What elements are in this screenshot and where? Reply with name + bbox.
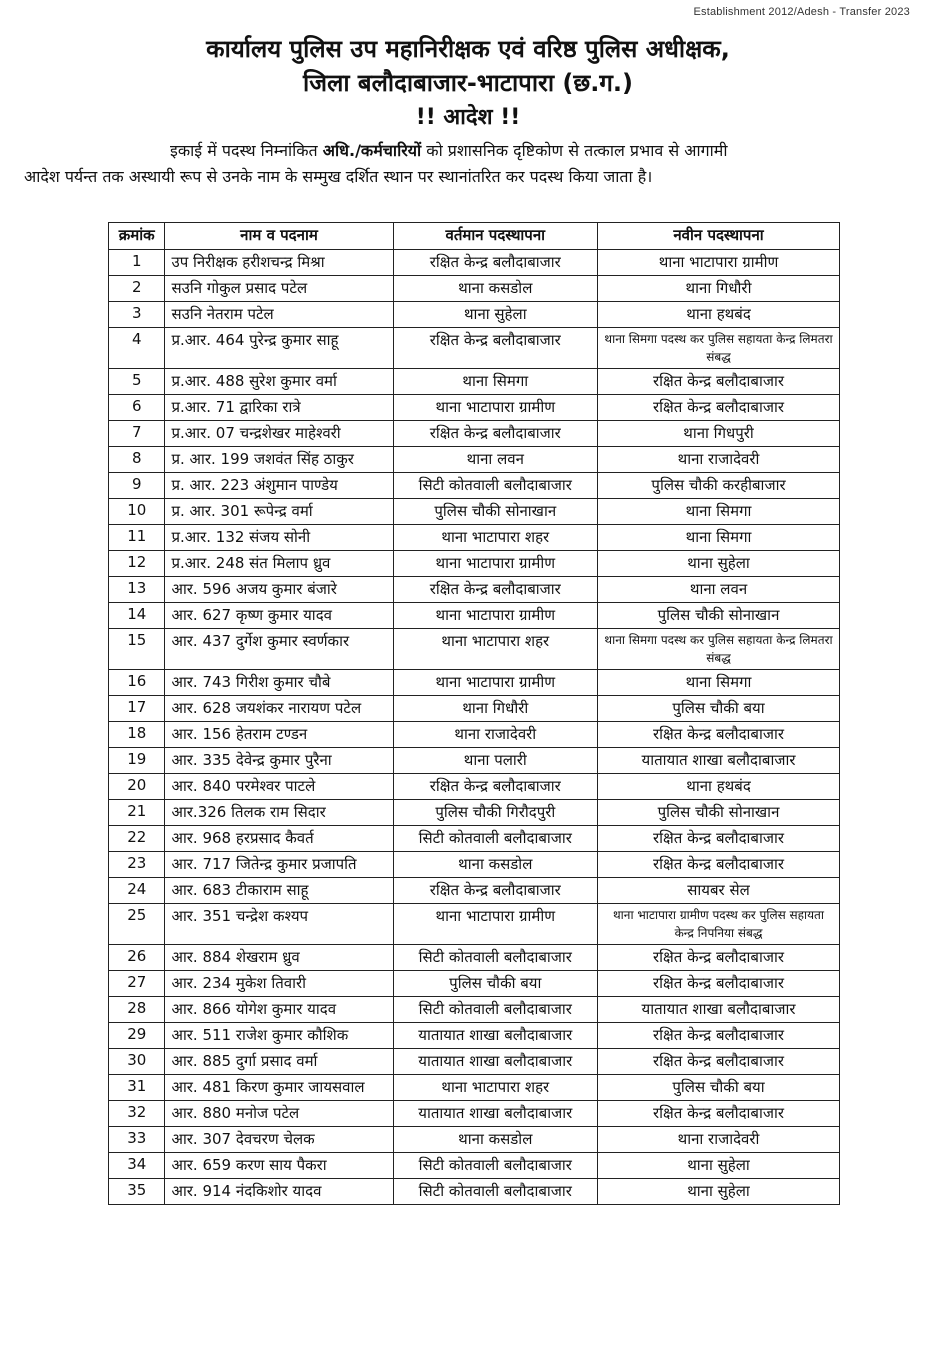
current-posting-cell: पुलिस चौकी गिरौदपुरी bbox=[393, 800, 598, 826]
serial-cell: 30 bbox=[109, 1049, 165, 1075]
name-cell: आर. 335 देवेन्द्र कुमार पुरैना bbox=[165, 748, 393, 774]
name-cell: प्र.आर. 71 द्वारिका रात्रे bbox=[165, 395, 393, 421]
office-title: कार्यालय पुलिस उप महानिरीक्षक एवं वरिष्ठ पुलिस अधीक्षक, bbox=[206, 35, 730, 63]
serial-cell: 11 bbox=[109, 525, 165, 551]
serial-cell: 18 bbox=[109, 722, 165, 748]
name-cell: प्र.आर. 132 संजय सोनी bbox=[165, 525, 393, 551]
new-posting-cell: थाना राजादेवरी bbox=[598, 1127, 840, 1153]
serial-cell: 33 bbox=[109, 1127, 165, 1153]
serial-cell: 31 bbox=[109, 1075, 165, 1101]
new-posting-cell: यातायात शाखा बलौदाबाजार bbox=[598, 997, 840, 1023]
new-posting-cell: पुलिस चौकी बया bbox=[598, 696, 840, 722]
new-posting-cell: रक्षित केन्द्र बलौदाबाजार bbox=[598, 1049, 840, 1075]
new-posting-cell: रक्षित केन्द्र बलौदाबाजार bbox=[598, 971, 840, 997]
table-row bbox=[109, 997, 840, 1023]
current-posting-cell: थाना लवन bbox=[393, 447, 598, 473]
name-cell: आर. 351 चन्द्रेश कश्यप bbox=[165, 904, 393, 945]
order-heading: !! आदेश !! bbox=[415, 105, 521, 130]
intro-bold-text: अधि./कर्मचारियों bbox=[322, 141, 422, 160]
serial-cell: 5 bbox=[109, 369, 165, 395]
name-cell: सउनि गोकुल प्रसाद पटेल bbox=[165, 276, 393, 302]
current-posting-cell: थाना सुहेला bbox=[393, 302, 598, 328]
new-posting-cell: पुलिस चौकी बया bbox=[598, 1075, 840, 1101]
new-posting-cell: थाना गिधपुरी bbox=[598, 421, 840, 447]
new-posting-cell: थाना हथबंद bbox=[598, 774, 840, 800]
name-cell: आर. 234 मुकेश तिवारी bbox=[165, 971, 393, 997]
new-posting-cell: रक्षित केन्द्र बलौदाबाजार bbox=[598, 945, 840, 971]
new-posting-cell: थाना हथबंद bbox=[598, 302, 840, 328]
current-posting-cell: सिटी कोतवाली बलौदाबाजार bbox=[393, 473, 598, 499]
new-posting-cell: रक्षित केन्द्र बलौदाबाजार bbox=[598, 826, 840, 852]
table-row bbox=[109, 1179, 840, 1205]
name-cell: प्र. आर. 199 जशवंत सिंह ठाकुर bbox=[165, 447, 393, 473]
serial-cell: 26 bbox=[109, 945, 165, 971]
name-cell: आर. 884 शेखराम ध्रुव bbox=[165, 945, 393, 971]
name-cell: आर. 481 किरण कुमार जायसवाल bbox=[165, 1075, 393, 1101]
current-posting-cell: रक्षित केन्द्र बलौदाबाजार bbox=[393, 878, 598, 904]
name-cell: प्र.आर. 07 चन्द्रशेखर माहेश्वरी bbox=[165, 421, 393, 447]
table-row bbox=[109, 945, 840, 971]
table-row bbox=[109, 722, 840, 748]
new-posting-cell: सायबर सेल bbox=[598, 878, 840, 904]
current-posting-cell: थाना भाटापारा शहर bbox=[393, 629, 598, 670]
serial-cell: 4 bbox=[109, 328, 165, 369]
current-posting-cell: थाना कसडोल bbox=[393, 852, 598, 878]
header-name-designation: नाम व पदनाम bbox=[165, 223, 393, 250]
serial-cell: 16 bbox=[109, 670, 165, 696]
name-cell: आर. 880 मनोज पटेल bbox=[165, 1101, 393, 1127]
name-cell: प्र.आर. 464 पुरेन्द्र कुमार साहू bbox=[165, 328, 393, 369]
current-posting-cell: सिटी कोतवाली बलौदाबाजार bbox=[393, 1153, 598, 1179]
new-posting-cell: रक्षित केन्द्र बलौदाबाजार bbox=[598, 1023, 840, 1049]
name-cell: आर. 437 दुर्गेश कुमार स्वर्णकार bbox=[165, 629, 393, 670]
table-row bbox=[109, 499, 840, 525]
serial-cell: 1 bbox=[109, 250, 165, 276]
district-title: जिला बलौदाबाजार-भाटापारा (छ.ग.) bbox=[303, 69, 633, 97]
serial-cell: 35 bbox=[109, 1179, 165, 1205]
name-cell: उप निरीक्षक हरीशचन्द्र मिश्रा bbox=[165, 250, 393, 276]
new-posting-cell: पुलिस चौकी सोनाखान bbox=[598, 603, 840, 629]
name-cell: प्र.आर. 488 सुरेश कुमार वर्मा bbox=[165, 369, 393, 395]
new-posting-cell: यातायात शाखा बलौदाबाजार bbox=[598, 748, 840, 774]
name-cell: प्र.आर. 248 संत मिलाप ध्रुव bbox=[165, 551, 393, 577]
transfer-table bbox=[108, 222, 840, 1205]
new-posting-cell: रक्षित केन्द्र बलौदाबाजार bbox=[598, 395, 840, 421]
name-cell: सउनि नेतराम पटेल bbox=[165, 302, 393, 328]
table-row bbox=[109, 250, 840, 276]
new-posting-cell: थाना सिमगा bbox=[598, 499, 840, 525]
current-posting-cell: रक्षित केन्द्र बलौदाबाजार bbox=[393, 577, 598, 603]
table-row bbox=[109, 774, 840, 800]
name-cell: आर. 156 हेतराम टण्डन bbox=[165, 722, 393, 748]
serial-cell: 9 bbox=[109, 473, 165, 499]
table-row bbox=[109, 302, 840, 328]
current-posting-cell: रक्षित केन्द्र बलौदाबाजार bbox=[393, 421, 598, 447]
current-posting-cell: सिटी कोतवाली बलौदाबाजार bbox=[393, 826, 598, 852]
serial-cell: 21 bbox=[109, 800, 165, 826]
new-posting-cell: पुलिस चौकी सोनाखान bbox=[598, 800, 840, 826]
table-row bbox=[109, 447, 840, 473]
table-row bbox=[109, 395, 840, 421]
serial-cell: 12 bbox=[109, 551, 165, 577]
name-cell: प्र. आर. 301 रूपेन्द्र वर्मा bbox=[165, 499, 393, 525]
header-current-posting: वर्तमान पदस्थापना bbox=[393, 223, 598, 250]
serial-cell: 3 bbox=[109, 302, 165, 328]
current-posting-cell: यातायात शाखा बलौदाबाजार bbox=[393, 1049, 598, 1075]
table-row bbox=[109, 696, 840, 722]
current-posting-cell: सिटी कोतवाली बलौदाबाजार bbox=[393, 945, 598, 971]
new-posting-cell: रक्षित केन्द्र बलौदाबाजार bbox=[598, 1101, 840, 1127]
document-reference: Establishment 2012/Adesh - Transfer 2023 bbox=[693, 6, 910, 18]
name-cell: आर. 628 जयशंकर नारायण पटेल bbox=[165, 696, 393, 722]
intro-text-2: को प्रशासनिक दृष्टिकोण से तत्काल प्रभाव से आगामी bbox=[426, 141, 728, 160]
current-posting-cell: थाना कसडोल bbox=[393, 1127, 598, 1153]
name-cell: प्र. आर. 223 अंशुमान पाण्डेय bbox=[165, 473, 393, 499]
table-row bbox=[109, 421, 840, 447]
new-posting-cell: रक्षित केन्द्र बलौदाबाजार bbox=[598, 852, 840, 878]
current-posting-cell: थाना भाटापारा शहर bbox=[393, 1075, 598, 1101]
name-cell: आर. 659 करण साय पैकरा bbox=[165, 1153, 393, 1179]
name-cell: आर. 968 हरप्रसाद कैवर्त bbox=[165, 826, 393, 852]
table-row bbox=[109, 328, 840, 369]
serial-cell: 19 bbox=[109, 748, 165, 774]
new-posting-cell: थाना सिमगा पदस्थ कर पुलिस सहायता केन्द्र लिमतरा संबद्ध bbox=[598, 328, 840, 369]
serial-cell: 29 bbox=[109, 1023, 165, 1049]
serial-cell: 25 bbox=[109, 904, 165, 945]
new-posting-cell: थाना सिमगा bbox=[598, 525, 840, 551]
intro-text-1: इकाई में पदस्थ निम्नांकित bbox=[170, 141, 318, 160]
name-cell: आर. 914 नंदकिशोर यादव bbox=[165, 1179, 393, 1205]
table-row bbox=[109, 369, 840, 395]
new-posting-cell: थाना गिधौरी bbox=[598, 276, 840, 302]
new-posting-cell: रक्षित केन्द्र बलौदाबाजार bbox=[598, 722, 840, 748]
serial-cell: 8 bbox=[109, 447, 165, 473]
table-header-row bbox=[109, 223, 840, 250]
serial-cell: 15 bbox=[109, 629, 165, 670]
serial-cell: 22 bbox=[109, 826, 165, 852]
current-posting-cell: सिटी कोतवाली बलौदाबाजार bbox=[393, 997, 598, 1023]
table-row bbox=[109, 670, 840, 696]
name-cell: आर. 627 कृष्ण कुमार यादव bbox=[165, 603, 393, 629]
current-posting-cell: थाना कसडोल bbox=[393, 276, 598, 302]
serial-cell: 32 bbox=[109, 1101, 165, 1127]
serial-cell: 23 bbox=[109, 852, 165, 878]
current-posting-cell: यातायात शाखा बलौदाबाजार bbox=[393, 1023, 598, 1049]
table-row bbox=[109, 525, 840, 551]
intro-paragraph bbox=[24, 138, 900, 190]
serial-cell: 14 bbox=[109, 603, 165, 629]
new-posting-cell: थाना भाटापारा ग्रामीण पदस्थ कर पुलिस सहायता केन्द्र निपनिया संबद्ध bbox=[598, 904, 840, 945]
table-row bbox=[109, 473, 840, 499]
current-posting-cell: सिटी कोतवाली बलौदाबाजार bbox=[393, 1179, 598, 1205]
current-posting-cell: रक्षित केन्द्र बलौदाबाजार bbox=[393, 328, 598, 369]
new-posting-cell: थाना सुहेला bbox=[598, 1179, 840, 1205]
current-posting-cell: पुलिस चौकी बया bbox=[393, 971, 598, 997]
table-body bbox=[109, 250, 840, 1205]
table-row bbox=[109, 1023, 840, 1049]
serial-cell: 2 bbox=[109, 276, 165, 302]
name-cell: आर. 307 देवचरण चेलक bbox=[165, 1127, 393, 1153]
serial-cell: 27 bbox=[109, 971, 165, 997]
new-posting-cell: थाना सुहेला bbox=[598, 551, 840, 577]
current-posting-cell: रक्षित केन्द्र बलौदाबाजार bbox=[393, 774, 598, 800]
table-row bbox=[109, 852, 840, 878]
current-posting-cell: थाना भाटापारा ग्रामीण bbox=[393, 904, 598, 945]
intro-line-1 bbox=[130, 138, 900, 164]
serial-cell: 24 bbox=[109, 878, 165, 904]
table-row bbox=[109, 551, 840, 577]
new-posting-cell: रक्षित केन्द्र बलौदाबाजार bbox=[598, 369, 840, 395]
table-row bbox=[109, 1101, 840, 1127]
table-row bbox=[109, 878, 840, 904]
current-posting-cell: थाना पलारी bbox=[393, 748, 598, 774]
table-row bbox=[109, 971, 840, 997]
header-serial: क्रमांक bbox=[109, 223, 165, 250]
name-cell: आर. 743 गिरीश कुमार चौबे bbox=[165, 670, 393, 696]
table-row bbox=[109, 1153, 840, 1179]
current-posting-cell: थाना भाटापारा ग्रामीण bbox=[393, 395, 598, 421]
name-cell: आर.326 तिलक राम सिदार bbox=[165, 800, 393, 826]
name-cell: आर. 840 परमेश्वर पाटले bbox=[165, 774, 393, 800]
current-posting-cell: थाना राजादेवरी bbox=[393, 722, 598, 748]
new-posting-cell: थाना लवन bbox=[598, 577, 840, 603]
serial-cell: 6 bbox=[109, 395, 165, 421]
serial-cell: 20 bbox=[109, 774, 165, 800]
current-posting-cell: पुलिस चौकी सोनाखान bbox=[393, 499, 598, 525]
current-posting-cell: थाना गिधौरी bbox=[393, 696, 598, 722]
name-cell: आर. 885 दुर्गा प्रसाद वर्मा bbox=[165, 1049, 393, 1075]
table-row bbox=[109, 1127, 840, 1153]
name-cell: आर. 717 जितेन्द्र कुमार प्रजापति bbox=[165, 852, 393, 878]
serial-cell: 34 bbox=[109, 1153, 165, 1179]
table-row bbox=[109, 1075, 840, 1101]
serial-cell: 10 bbox=[109, 499, 165, 525]
intro-line-2: आदेश पर्यन्त तक अस्थायी रूप से उनके नाम के सम्मुख दर्शित स्थान पर स्थानांतरित कर पदस्थ किया जाता है। bbox=[24, 167, 653, 186]
current-posting-cell: थाना सिमगा bbox=[393, 369, 598, 395]
table-row bbox=[109, 603, 840, 629]
current-posting-cell: थाना भाटापारा ग्रामीण bbox=[393, 551, 598, 577]
new-posting-cell: पुलिस चौकी करहीबाजार bbox=[598, 473, 840, 499]
name-cell: आर. 683 टीकाराम साहू bbox=[165, 878, 393, 904]
table-row bbox=[109, 904, 840, 945]
new-posting-cell: थाना सुहेला bbox=[598, 1153, 840, 1179]
serial-cell: 28 bbox=[109, 997, 165, 1023]
current-posting-cell: थाना भाटापारा शहर bbox=[393, 525, 598, 551]
table-row bbox=[109, 1049, 840, 1075]
new-posting-cell: थाना सिमगा पदस्थ कर पुलिस सहायता केन्द्र लिमतरा संबद्ध bbox=[598, 629, 840, 670]
table-row bbox=[109, 826, 840, 852]
current-posting-cell: थाना भाटापारा ग्रामीण bbox=[393, 670, 598, 696]
table-row bbox=[109, 748, 840, 774]
current-posting-cell: यातायात शाखा बलौदाबाजार bbox=[393, 1101, 598, 1127]
table-row bbox=[109, 800, 840, 826]
current-posting-cell: रक्षित केन्द्र बलौदाबाजार bbox=[393, 250, 598, 276]
serial-cell: 7 bbox=[109, 421, 165, 447]
current-posting-cell: थाना भाटापारा ग्रामीण bbox=[393, 603, 598, 629]
table-row bbox=[109, 577, 840, 603]
table-row bbox=[109, 629, 840, 670]
serial-cell: 17 bbox=[109, 696, 165, 722]
table-row bbox=[109, 276, 840, 302]
name-cell: आर. 596 अजय कुमार बंजारे bbox=[165, 577, 393, 603]
new-posting-cell: थाना राजादेवरी bbox=[598, 447, 840, 473]
name-cell: आर. 866 योगेश कुमार यादव bbox=[165, 997, 393, 1023]
new-posting-cell: थाना भाटापारा ग्रामीण bbox=[598, 250, 840, 276]
new-posting-cell: थाना सिमगा bbox=[598, 670, 840, 696]
header-new-posting: नवीन पदस्थापना bbox=[598, 223, 840, 250]
name-cell: आर. 511 राजेश कुमार कौशिक bbox=[165, 1023, 393, 1049]
serial-cell: 13 bbox=[109, 577, 165, 603]
